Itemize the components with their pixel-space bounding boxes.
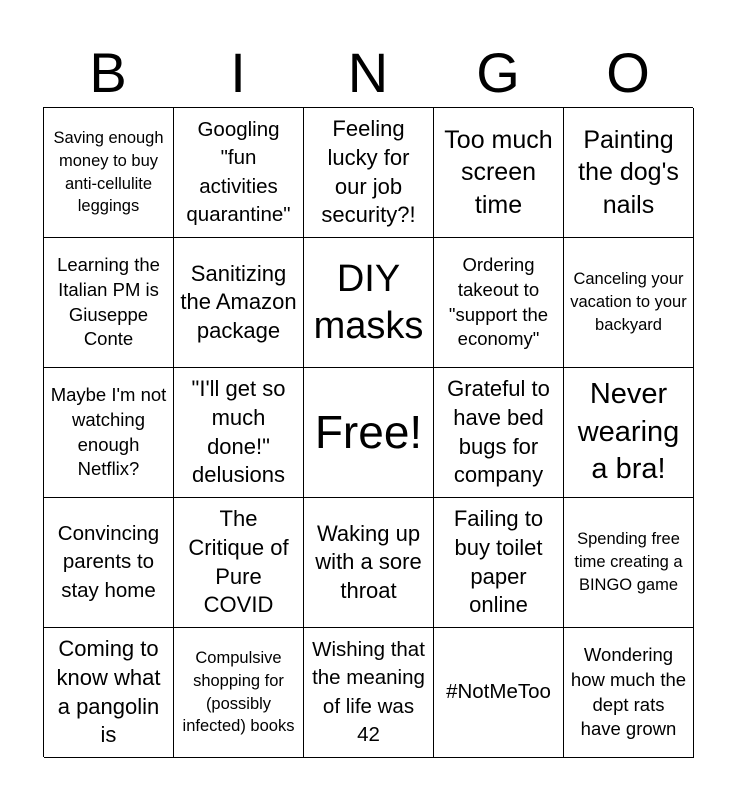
bingo-cell[interactable] — [564, 498, 694, 628]
cell-text: Wondering how much the dept rats have grown — [570, 643, 687, 740]
cell-text: DIY masks — [313, 258, 424, 347]
free-space-cell[interactable] — [304, 368, 434, 498]
cell-text: Grateful to have bed bugs for company — [447, 376, 550, 488]
cell-text: "I'll get so much done!" delusions — [191, 376, 286, 488]
bingo-cell[interactable] — [434, 628, 564, 758]
bingo-cell[interactable] — [44, 368, 174, 498]
bingo-cell[interactable] — [44, 108, 174, 238]
bingo-cell[interactable] — [44, 498, 174, 628]
bingo-cell[interactable] — [434, 238, 564, 368]
bingo-cell[interactable] — [304, 238, 434, 368]
cell-text: Spending free time creating a BINGO game — [574, 530, 683, 594]
bingo-cell[interactable] — [304, 628, 434, 758]
bingo-cell[interactable] — [174, 628, 304, 758]
bingo-cell[interactable] — [564, 628, 694, 758]
cell-text: Maybe I'm not watching enough Netflix? — [50, 383, 167, 480]
header-letter-n: N — [347, 41, 389, 104]
cell-text: Coming to know what a pangolin is — [56, 636, 161, 748]
bingo-cell[interactable] — [564, 238, 694, 368]
cell-text: Saving enough money to buy anti-cellulite leggings — [53, 128, 164, 216]
header-letter-g: G — [476, 41, 520, 104]
bingo-cell[interactable] — [434, 368, 564, 498]
cell-text: Wishing that the meaning of life was 42 — [312, 637, 425, 746]
cell-text: Waking up with a sore throat — [315, 520, 422, 603]
cell-text: The Critique of Pure COVID — [188, 506, 289, 618]
bingo-cell[interactable] — [174, 238, 304, 368]
bingo-cell[interactable] — [304, 498, 434, 628]
bingo-cell[interactable] — [434, 108, 564, 238]
bingo-cell[interactable] — [434, 498, 564, 628]
bingo-header — [43, 40, 693, 106]
cell-text: Ordering takeout to "support the economy" — [448, 253, 549, 350]
cell-text: Never wearing a bra! — [577, 377, 680, 486]
cell-text: Too much screen time — [444, 125, 553, 219]
cell-text: Learning the Italian PM is Giuseppe Conte — [57, 253, 160, 350]
cell-text: Googling "fun activities quarantine" — [186, 117, 291, 226]
cell-text: Feeling lucky for our job security?! — [321, 116, 416, 228]
cell-text: Failing to buy toilet paper online — [453, 506, 544, 618]
header-letter-i: I — [230, 41, 246, 104]
bingo-cell[interactable] — [174, 498, 304, 628]
bingo-cell[interactable] — [44, 628, 174, 758]
cell-text: Convincing parents to stay home — [57, 522, 160, 602]
bingo-cell[interactable] — [174, 368, 304, 498]
bingo-board — [43, 107, 693, 757]
header-letter-b: B — [89, 41, 127, 104]
free-space-text: Free! — [314, 405, 423, 458]
cell-text: Painting the dog's nails — [578, 125, 679, 219]
bingo-cell[interactable] — [44, 238, 174, 368]
bingo-cell[interactable] — [564, 368, 694, 498]
header-letter-o: O — [606, 41, 650, 104]
cell-text: Compulsive shopping for (possibly infected) books — [182, 648, 295, 736]
cell-text: Canceling your vacation to your backyard — [570, 270, 687, 334]
cell-text: #NotMeToo — [446, 680, 551, 704]
cell-text: Sanitizing the Amazon package — [180, 260, 297, 343]
bingo-cell[interactable] — [304, 108, 434, 238]
bingo-cell[interactable] — [564, 108, 694, 238]
bingo-cell[interactable] — [174, 108, 304, 238]
